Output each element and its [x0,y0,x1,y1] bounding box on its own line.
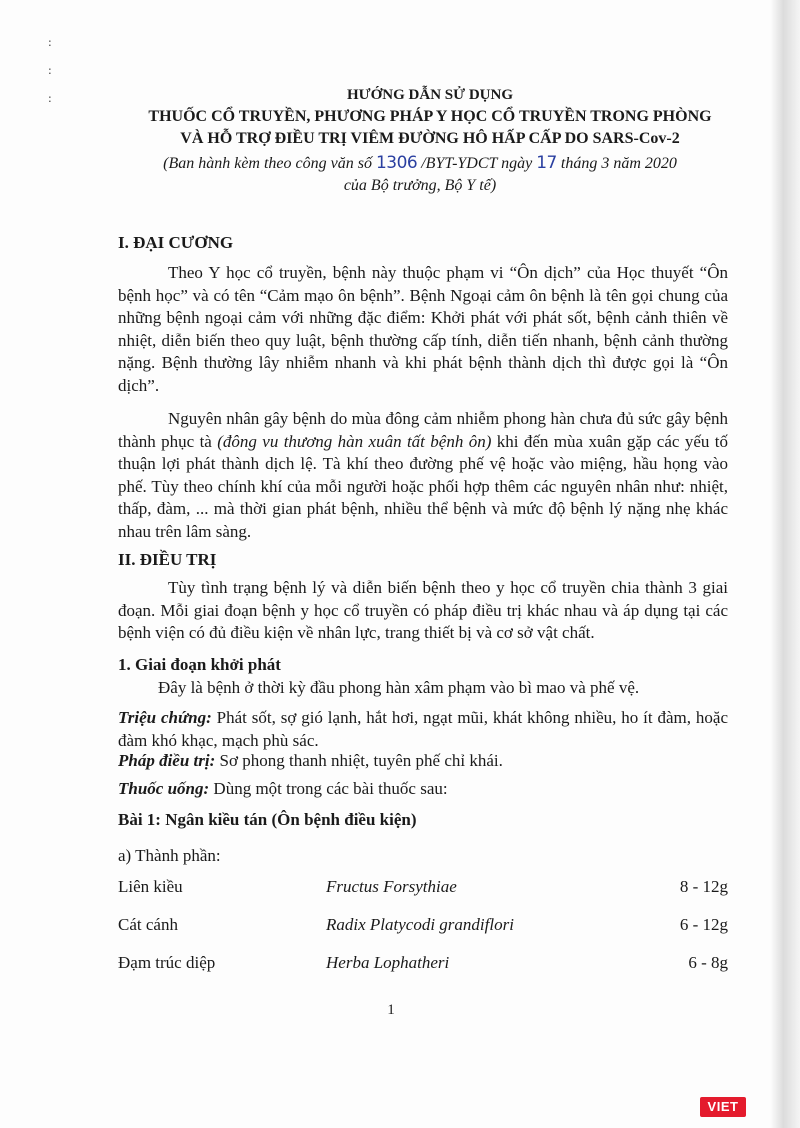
ingredient-latin: Fructus Forsythiae [326,877,457,896]
section-2-title: II. ĐIỀU TRỊ [118,550,217,569]
section-2-paragraph-1: Tùy tình trạng bệnh lý và diễn biến bệnh theo y học cổ truyền chia thành 3 giai đoạn. Mỗi giai đoạn bệnh y học cổ truyền có pháp điều trị khác nhau và áp dụng tại các bệnh viện có đủ điều kiện về nhân lực, trang thiết bị và cơ sở vật chất. [118,578,728,642]
watermark-logo: VIET [700,1097,746,1117]
ingredients-label: a) Thành phần: [118,846,221,865]
ingredient-name: Cát cánh [118,915,178,934]
handwritten-day: 17 [536,153,557,173]
stage-1-title: 1. Giai đoạn khởi phát [118,655,281,674]
oral-medicine: Thuốc uống: Dùng một trong các bài thuốc sau: [118,779,448,798]
issuance-note: (Ban hành kèm theo công văn số 1306 /BYT-YDCT ngày 17 tháng 3 năm 2020 của Bộ trưởng, Bộ Y tế) [120,152,720,197]
ingredient-name: Liên kiều [118,877,183,896]
issuance-note-line-2: của Bộ trưởng, Bộ Y tế) [343,177,497,194]
ingredient-latin: Herba Lophatheri [326,953,450,972]
ingredient-name: Đạm trúc diệp [118,953,216,972]
ingredient-dose: 6 - 8g [688,953,728,972]
symptoms-paragraph: Triệu chứng: Phát sốt, sợ gió lạnh, hắt hơi, ngạt mũi, khát không nhiều, ho ít đàm, hoặc đàm khó khạc, mạch phù sác. [118,708,728,750]
stage-1-description: Đây là bệnh ở thời kỳ đầu phong hàn xâm phạm vào bì mao và phế vệ. [158,678,640,697]
ingredient-row [118,877,728,899]
header-subject-line-1: THUỐC CỔ TRUYỀN, PHƯƠNG PHÁP Y HỌC CỔ TRUYỀN TRONG PHÒNG [148,108,712,125]
document-header [120,84,740,150]
page-number: 1 [387,1002,395,1018]
header-subject-line-2: VÀ HỖ TRỢ ĐIỀU TRỊ VIÊM ĐƯỜNG HÔ HẤP CẤP DO SARS-Cov-2 [180,130,680,147]
ingredient-row [118,953,728,975]
handwritten-doc-number: 1306 [375,153,418,173]
ingredient-dose: 6 - 12g [679,915,728,934]
page-edge-shadow [770,0,800,1128]
section-1-paragraph-1: Theo Y học cổ truyền, bệnh này thuộc phạm vi “Ôn dịch” của Học thuyết “Ôn bệnh học” và có tên “Cảm mạo ôn bệnh”. Bệnh Ngoại cảm ôn bệnh là tên gọi chung của những bệnh ngoại cảm với những đặc điểm: Khởi phát với phát sốt, bệnh cảnh thiên về nhiệt, diễn biến theo quy luật, bệnh thường cấp tính, diễn tiến nhanh, bệnh cảnh thường nặng. Bệnh thường lây nhiễm nhanh và khi phát bệnh thành dịch thì được gọi là “Ôn dịch”. [118,263,728,395]
section-1-title: I. ĐẠI CƯƠNG [118,233,234,252]
header-title: HƯỚNG DẪN SỬ DỤNG [347,87,513,103]
margin-marks: : : : [48,36,52,105]
section-1-paragraph-2: Nguyên nhân gây bệnh do mùa đông cảm nhiễm phong hàn chưa đủ sức gây bệnh thành phục tà (đông vu thương hàn xuân tất bệnh ôn) khi đến mùa xuân gặp các yếu tố thuận lợi phát thành dịch lệ. Tà khí theo đường phế vệ hoặc vào miệng, hầu họng vào phế. Tùy theo chính khí của mỗi người hoặc phối hợp thêm các nguyên nhân như: nhiệt, thấp, đàm, ... mà thời gian phát bệnh, nhiều thể bệnh và mức độ bệnh lý nặng nhẹ khác nhau trên lâm sàng. [118,409,728,541]
ingredient-row [118,915,728,937]
ingredient-dose: 8 - 12g [679,877,728,896]
ingredient-latin: Radix Platycodi grandiflori [326,915,514,934]
treatment-method: Pháp điều trị: Sơ phong thanh nhiệt, tuyên phế chỉ khái. [118,751,503,770]
recipe-1-title: Bài 1: Ngân kiều tán (Ôn bệnh điều kiện) [118,810,417,829]
